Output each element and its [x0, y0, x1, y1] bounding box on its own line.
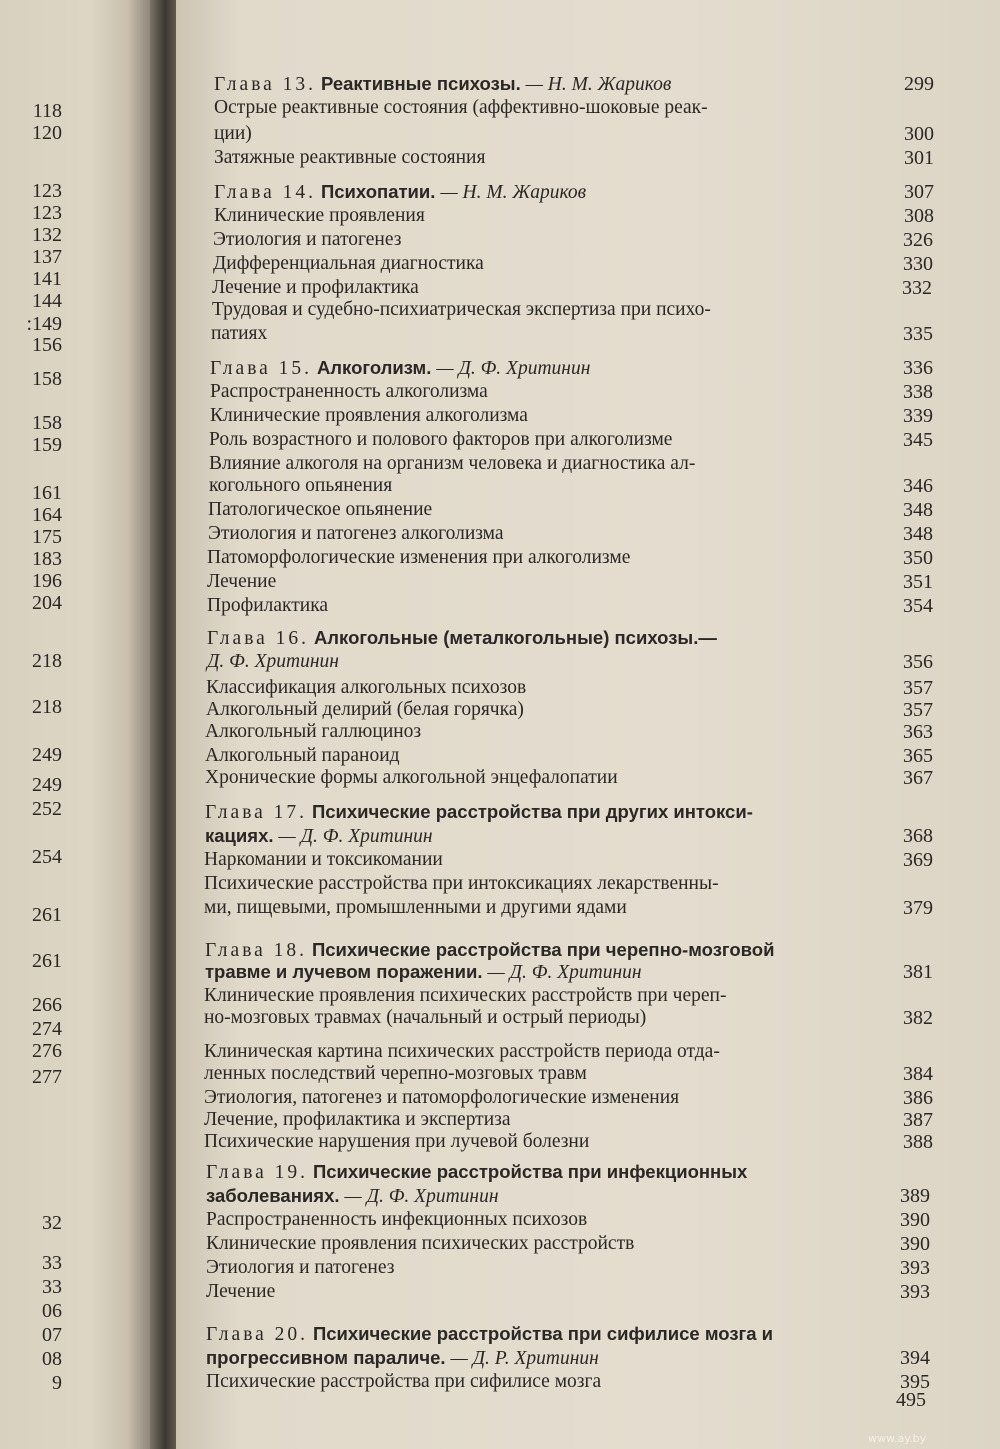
chapter-heading-text: [206, 1184, 499, 1209]
toc-entry-text: Клинические проявления психических расстройств: [206, 1233, 635, 1254]
toc-entry-page: 348: [903, 523, 933, 545]
toc-entry-text: Алкогольный делирий (белая горячка): [206, 699, 524, 720]
chapter-author: — Д. Ф. Хритинин: [487, 962, 642, 983]
chapter-heading-text: [214, 72, 671, 97]
toc-entry-text: Патологическое опьянение: [208, 499, 433, 520]
chapter-page-number: 307: [904, 181, 934, 203]
toc-entry-text: Этиология и патогенез алкоголизма: [208, 523, 504, 544]
toc-entry-text: когольного опьянения: [209, 475, 393, 496]
chapter-prefix: Глава 20.: [206, 1324, 309, 1345]
toc-entry: [204, 848, 933, 872]
left-page-number: 158: [32, 368, 62, 390]
chapter-prefix: Глава 14.: [214, 182, 317, 203]
toc-entry-page: 346: [903, 475, 933, 497]
toc-entry-text: патиях: [211, 323, 268, 344]
toc-entry-text: Острые реактивные состояния (аффективно-шоковые реак-: [214, 97, 708, 118]
chapter-heading: [206, 1346, 930, 1370]
left-page-number: 06: [42, 1300, 62, 1322]
toc-entry-text: Распространенность алкоголизма: [210, 381, 488, 402]
left-page-number: 261: [32, 950, 62, 972]
left-page-number: 183: [32, 548, 62, 570]
toc-entry-text: Этиология и патогенез: [213, 229, 402, 250]
toc-entry: [206, 1370, 930, 1394]
toc-entry-text: Клинические проявления психических расстройств при череп-: [204, 985, 727, 1006]
chapter-heading: [214, 180, 934, 204]
toc-entry: [207, 594, 933, 618]
left-page-number: 274: [32, 1018, 62, 1040]
left-page-number: 9: [52, 1372, 62, 1394]
chapter-title: Алкогольные (металкогольные) психозы.—: [313, 627, 717, 648]
toc-entry-text: Патоморфологические изменения при алкоголизме: [207, 547, 631, 568]
toc-entry-page: 390: [900, 1209, 930, 1231]
left-page-number: 164: [32, 504, 62, 526]
left-page-number: 254: [32, 846, 62, 868]
toc-entry-page: 387: [903, 1109, 933, 1131]
left-page-number: 123: [32, 180, 62, 202]
toc-entry: [204, 1006, 933, 1030]
toc-entry-text: Классификация алкогольных психозов: [206, 677, 527, 698]
chapter-prefix: Глава 13.: [214, 74, 317, 95]
left-page-number: 33: [42, 1276, 62, 1298]
toc-entry-text: Клиническая картина психических расстройств периода отда-: [204, 1041, 720, 1062]
chapter-prefix: Глава 18.: [205, 940, 308, 961]
toc-entry-page: 335: [903, 323, 933, 345]
toc-entry: [210, 404, 933, 428]
toc-entry-text: Лечение: [206, 1281, 276, 1302]
chapter-heading: [205, 938, 865, 962]
toc-entry-page: 363: [903, 721, 933, 743]
toc-entry-page: 348: [903, 499, 933, 521]
toc-entry-text: Лечение: [207, 571, 277, 592]
left-page-number: :149: [26, 313, 62, 335]
chapter-page-number: 336: [903, 357, 933, 379]
left-page-number: 07: [42, 1324, 62, 1346]
toc-entry: [214, 96, 864, 120]
toc-entry-page: 369: [903, 849, 933, 871]
toc-entry: [209, 428, 933, 452]
toc-entry-text: ми, пищевыми, промышленными и другими ядами: [204, 897, 627, 918]
chapter-heading-text: [206, 1346, 599, 1371]
chapter-heading-text: [206, 1160, 747, 1185]
chapter-title-continued: заболеваниях.: [206, 1185, 340, 1206]
chapter-heading-text: [205, 800, 753, 825]
chapter-title: Психические расстройства при других интокси-: [311, 801, 753, 822]
chapter-author: Д. Ф. Хритинин: [207, 651, 339, 672]
chapter-title: Психопатии.: [320, 181, 436, 202]
left-page-number: 175: [32, 526, 62, 548]
toc-entry-page: 384: [903, 1063, 933, 1085]
left-page-number: 196: [32, 570, 62, 592]
toc-entry-page: 395: [900, 1371, 930, 1393]
left-page-number: 118: [32, 100, 62, 122]
toc-entry: [214, 204, 934, 228]
chapter-title: Психические расстройства при инфекционных: [312, 1161, 748, 1182]
toc-entry-text: Трудовая и судебно-психиатрическая экспертиза при психо-: [212, 299, 711, 320]
toc-entry-text: Наркомании и токсикомании: [204, 849, 443, 870]
toc-entry: [209, 474, 933, 498]
toc-entry-page: 354: [903, 595, 933, 617]
toc-entry: [206, 676, 933, 700]
toc-entry-page: 330: [903, 253, 933, 275]
chapter-prefix: Глава 19.: [206, 1162, 309, 1183]
toc-entry-text: Распространенность инфекционных психозов: [206, 1209, 588, 1230]
toc-entry-page: 393: [900, 1281, 930, 1303]
chapter-page-number: 299: [904, 73, 934, 95]
left-page-number: 218: [32, 696, 62, 718]
toc-entry: [204, 896, 933, 920]
chapter-title: Реактивные психозы.: [320, 73, 521, 94]
chapter-author: — Д. Ф. Хритинин: [344, 1186, 499, 1207]
chapter-title-continued: травме и лучевом поражении.: [205, 961, 483, 982]
toc-entry: [214, 122, 934, 146]
toc-entry-page: 332: [902, 277, 932, 299]
toc-entry-page: 345: [903, 429, 933, 451]
toc-entry-text: Затяжные реактивные состояния: [214, 147, 486, 168]
left-page-number: 33: [42, 1252, 62, 1274]
chapter-heading: [205, 824, 933, 848]
toc-entry: [204, 1086, 933, 1110]
toc-entry-text: Роль возрастного и полового факторов при алкоголизме: [209, 429, 673, 450]
toc-entry: [204, 1040, 864, 1064]
toc-entry-text: Этиология, патогенез и патоморфологические изменения: [204, 1087, 680, 1108]
toc-entry-text: Клинические проявления: [214, 205, 425, 226]
toc-entry: [205, 766, 933, 790]
page-number: 495: [896, 1389, 926, 1411]
chapter-author: — Д. Р. Хритинин: [450, 1348, 599, 1369]
chapter-page-number: 389: [900, 1185, 930, 1207]
toc-entry-page: 390: [900, 1233, 930, 1255]
toc-entry-page: 393: [900, 1257, 930, 1279]
chapter-author: — Д. Ф. Хритинин: [436, 358, 591, 379]
toc-entry: [205, 720, 933, 744]
left-page-number: 132: [32, 224, 62, 246]
left-page-number: 276: [32, 1040, 62, 1062]
toc-entry-text: Клинические проявления алкоголизма: [210, 405, 528, 426]
toc-entry-page: 382: [903, 1007, 933, 1029]
toc-entry-page: 339: [903, 405, 933, 427]
toc-entry: [209, 452, 864, 476]
toc-entry-page: 350: [903, 547, 933, 569]
toc-entry-page: 357: [903, 677, 933, 699]
left-page-number: 204: [32, 592, 62, 614]
toc-entry-page: 301: [904, 147, 934, 169]
left-page-number: 161: [32, 482, 62, 504]
left-page-number: 123: [32, 202, 62, 224]
chapter-title: Психические расстройства при сифилисе мозга и: [312, 1323, 774, 1344]
toc-entry: [211, 322, 933, 346]
chapter-author: — Д. Ф. Хритинин: [278, 826, 433, 847]
left-page-number: 159: [32, 434, 62, 456]
toc-entry-text: Профилактика: [207, 595, 329, 616]
chapter-heading-text: [207, 650, 339, 674]
left-page-number: 32: [42, 1212, 62, 1234]
chapter-prefix: Глава 16.: [207, 628, 310, 649]
toc-entry: [213, 228, 933, 252]
left-page-number: 218: [32, 650, 62, 672]
left-page-number: 120: [32, 122, 62, 144]
toc-entry-page: 367: [903, 767, 933, 789]
chapter-heading: [205, 960, 933, 984]
toc-entry-page: 308: [904, 205, 934, 227]
toc-entry: [205, 744, 933, 768]
toc-entry: [207, 570, 933, 594]
toc-entry-text: Лечение и профилактика: [212, 277, 419, 298]
toc-entry: [212, 276, 932, 300]
chapter-heading: [210, 356, 933, 380]
toc-entry-page: 338: [903, 381, 933, 403]
left-page-number: 158: [32, 412, 62, 434]
left-page-number: 252: [32, 798, 62, 820]
watermark: www.ay.by: [868, 1432, 927, 1445]
toc-entry-page: 357: [903, 699, 933, 721]
chapter-page-number: 356: [903, 651, 933, 673]
chapter-heading: [207, 650, 933, 674]
toc-entry-page: 326: [903, 229, 933, 251]
toc-entry-text: Лечение, профилактика и экспертиза: [204, 1109, 511, 1130]
chapter-heading: [206, 1184, 930, 1208]
toc-entry: [204, 984, 864, 1008]
toc-entry: [206, 1256, 930, 1280]
chapter-heading: [205, 800, 865, 824]
toc-entry: [206, 1232, 930, 1256]
toc-entry: [204, 872, 864, 896]
left-page-number: 156: [32, 334, 62, 356]
chapter-title: Алкоголизм.: [316, 357, 432, 378]
toc-entry-page: 386: [903, 1087, 933, 1109]
left-page-number: 277: [32, 1066, 62, 1088]
chapter-title-continued: кациях.: [205, 825, 274, 846]
toc-entry-page: 379: [903, 897, 933, 919]
toc-entry: [212, 298, 862, 322]
chapter-page-number: 394: [900, 1347, 930, 1369]
toc-entry-text: Этиология и патогенез: [206, 1257, 395, 1278]
toc-entry-text: Психические расстройства при сифилисе мозга: [206, 1371, 602, 1392]
chapter-heading: [207, 626, 867, 650]
toc-entry-text: ленных последствий черепно-мозговых травм: [204, 1063, 587, 1084]
left-page-number: 141: [32, 268, 62, 290]
left-page-number: 266: [32, 994, 62, 1016]
toc-entry-text: Психические нарушения при лучевой болезни: [204, 1131, 590, 1152]
toc-entry: [210, 380, 933, 404]
chapter-heading: [214, 72, 934, 96]
toc-entry-text: Дифференциальная диагностика: [213, 253, 484, 274]
chapter-page-number: 368: [903, 825, 933, 847]
toc-entry-text: Влияние алкоголя на организм человека и диагностика ал-: [209, 453, 696, 474]
toc-entry-text: но-мозговых травмах (начальный и острый периоды): [204, 1007, 647, 1028]
toc-entry: [204, 1130, 933, 1154]
left-page-number: 144: [32, 290, 62, 312]
toc-entry: [208, 522, 933, 546]
toc-entry: [204, 1108, 933, 1132]
chapter-author: — Н. М. Жариков: [525, 74, 672, 95]
toc-entry-page: 300: [904, 123, 934, 145]
left-page-number: 08: [42, 1348, 62, 1370]
left-page-number: 249: [32, 774, 62, 796]
toc-entry-text: ции): [214, 123, 252, 144]
chapter-heading-text: [207, 626, 717, 651]
chapter-page-number: 381: [903, 961, 933, 983]
toc-entry: [206, 1280, 930, 1304]
toc-entry: [206, 1208, 930, 1232]
chapter-prefix: Глава 15.: [210, 358, 313, 379]
chapter-heading: [206, 1322, 866, 1346]
toc-entry-text: Психические расстройства при интоксикациях лекарственны-: [204, 873, 719, 894]
chapter-heading-text: [205, 824, 433, 849]
left-page-number: 261: [32, 904, 62, 926]
chapter-prefix: Глава 17.: [205, 802, 308, 823]
toc-entry: [208, 498, 933, 522]
chapter-title-continued: прогрессивном параличе.: [206, 1347, 446, 1368]
chapter-author: — Н. М. Жариков: [440, 182, 587, 203]
chapter-heading-text: [210, 356, 590, 381]
toc-entry: [204, 1062, 933, 1086]
chapter-heading-text: [205, 960, 642, 985]
toc-entry-text: Хронические формы алкогольной энцефалопатии: [205, 767, 618, 788]
toc-entry: [214, 146, 934, 170]
left-page-number: 137: [32, 246, 62, 268]
toc-entry: [206, 698, 933, 722]
toc-entry-page: 351: [903, 571, 933, 593]
toc-entry-text: Алкогольный галлюциноз: [205, 721, 422, 742]
toc-entry-page: 365: [903, 745, 933, 767]
chapter-heading-text: [206, 1322, 773, 1347]
toc-entry: [213, 252, 933, 276]
chapter-heading-text: [214, 180, 586, 205]
toc-entry: [207, 546, 933, 570]
chapter-heading: [206, 1160, 866, 1184]
toc-entry-page: 388: [903, 1131, 933, 1153]
left-page-number: 249: [32, 744, 62, 766]
toc-entry-text: Алкогольный параноид: [205, 745, 400, 766]
chapter-title: Психические расстройства при черепно-мозговой: [311, 939, 775, 960]
